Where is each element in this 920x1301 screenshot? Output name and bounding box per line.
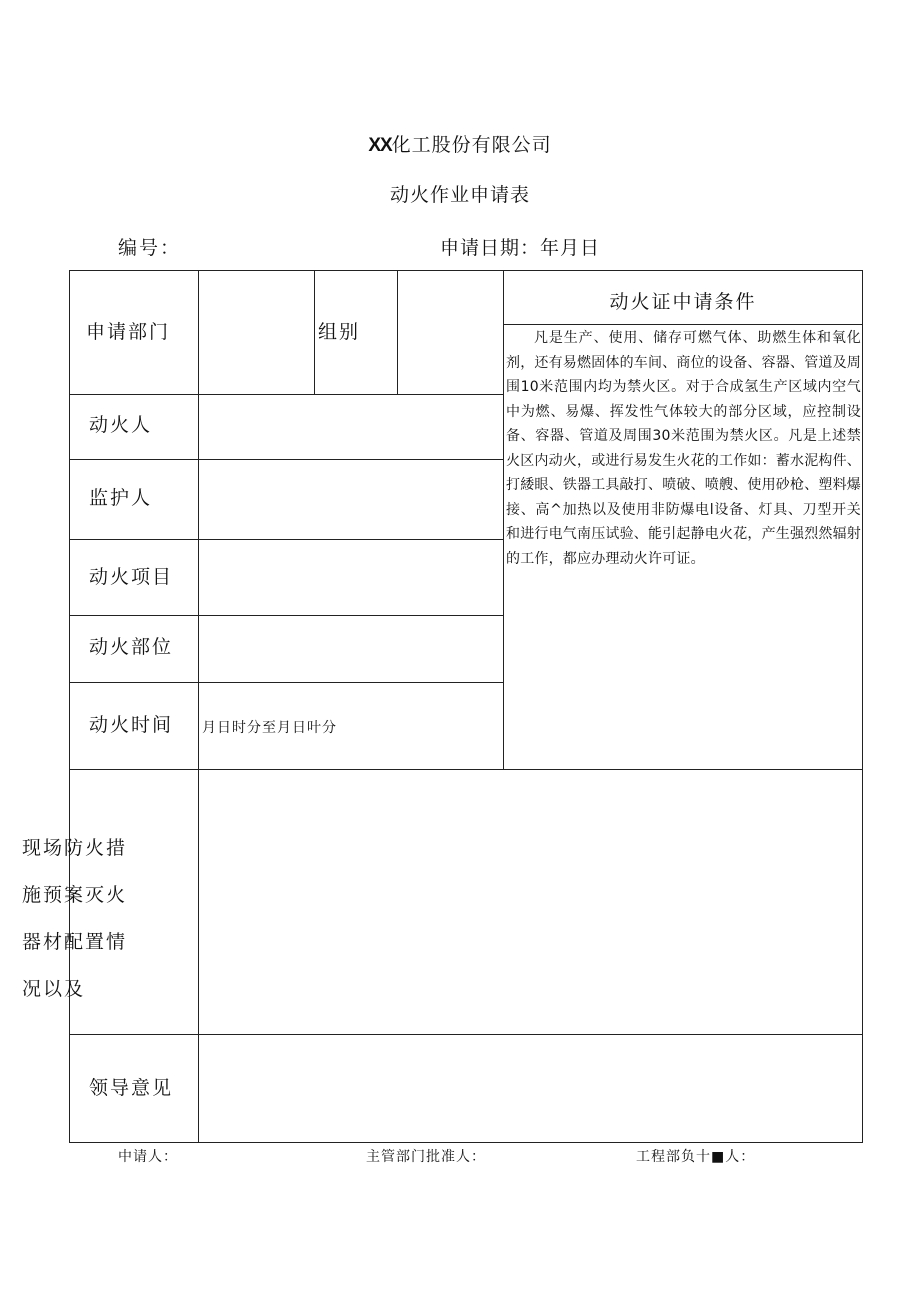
row-divider-5 bbox=[70, 682, 503, 683]
row-divider-4 bbox=[70, 615, 503, 616]
form-title: 动火作业申请表 bbox=[389, 184, 530, 206]
fire-measures-label: 现场防火措施预案灭火器材配置情况以及 bbox=[22, 837, 128, 1000]
col-divider-group bbox=[314, 271, 315, 394]
fire-operator-label: 动火人 bbox=[89, 414, 153, 436]
apply-dept-label: 申请部门 bbox=[86, 321, 171, 343]
fire-project-label: 动火项目 bbox=[89, 566, 174, 588]
company-name: XX化工股份有限公司 bbox=[368, 134, 552, 156]
leader-opinion-label: 领导意见 bbox=[89, 1077, 174, 1099]
conditions-title: 动火证中请条件 bbox=[609, 291, 757, 313]
row-divider-1 bbox=[70, 394, 503, 395]
conditions-text: 凡是生产、使用、储存可燃气体、助燃生体和氧化剂，还有易燃固体的车间、商位的设备、容器、管道及周围10米范围内均为禁火区。对于合成氢生产区域内空气中为燃、易爆、挥发性气体较大的部分区域，应控制设备、容器、管道及周围30米范围为禁火区。凡是上述禁火区内动火，或进行易发生火花的工作如：蓄水泥构件、打緌眼、铁器工具敲打、喷破、喷艘、使用砂枪、塑料爆接、高^加热以及使用非防爆电l设备、灯具、刀型开关和进行电气南压试验、能引起静电火花，产生强烈然辐射的工作，都应办理动火许可证。 bbox=[506, 330, 861, 567]
engineering-head-signature-label: 工程部负十■人： bbox=[636, 1149, 756, 1165]
applicant-signature-label: 中请人： bbox=[118, 1149, 178, 1165]
row-divider-7 bbox=[70, 1034, 863, 1035]
fire-location-label: 动火部位 bbox=[89, 636, 174, 658]
row-divider-3 bbox=[70, 539, 503, 540]
row-divider-6 bbox=[70, 769, 863, 770]
application-date-label: 申请日期：年月日 bbox=[440, 237, 601, 259]
row-divider-2 bbox=[70, 459, 503, 460]
serial-number-label: 编号： bbox=[118, 237, 182, 259]
col-divider-group-value bbox=[397, 271, 398, 394]
fire-time-label: 动火时间 bbox=[89, 714, 174, 736]
conditions-title-divider bbox=[503, 324, 863, 325]
col-divider-conditions bbox=[503, 271, 504, 769]
col-divider-label bbox=[198, 271, 199, 1143]
fire-time-value: 月日时分至月日叶分 bbox=[202, 720, 337, 736]
approver-signature-label: 主管部门批准人： bbox=[366, 1149, 486, 1165]
guardian-label: 监护人 bbox=[89, 487, 153, 509]
group-label: 组别 bbox=[318, 321, 361, 343]
